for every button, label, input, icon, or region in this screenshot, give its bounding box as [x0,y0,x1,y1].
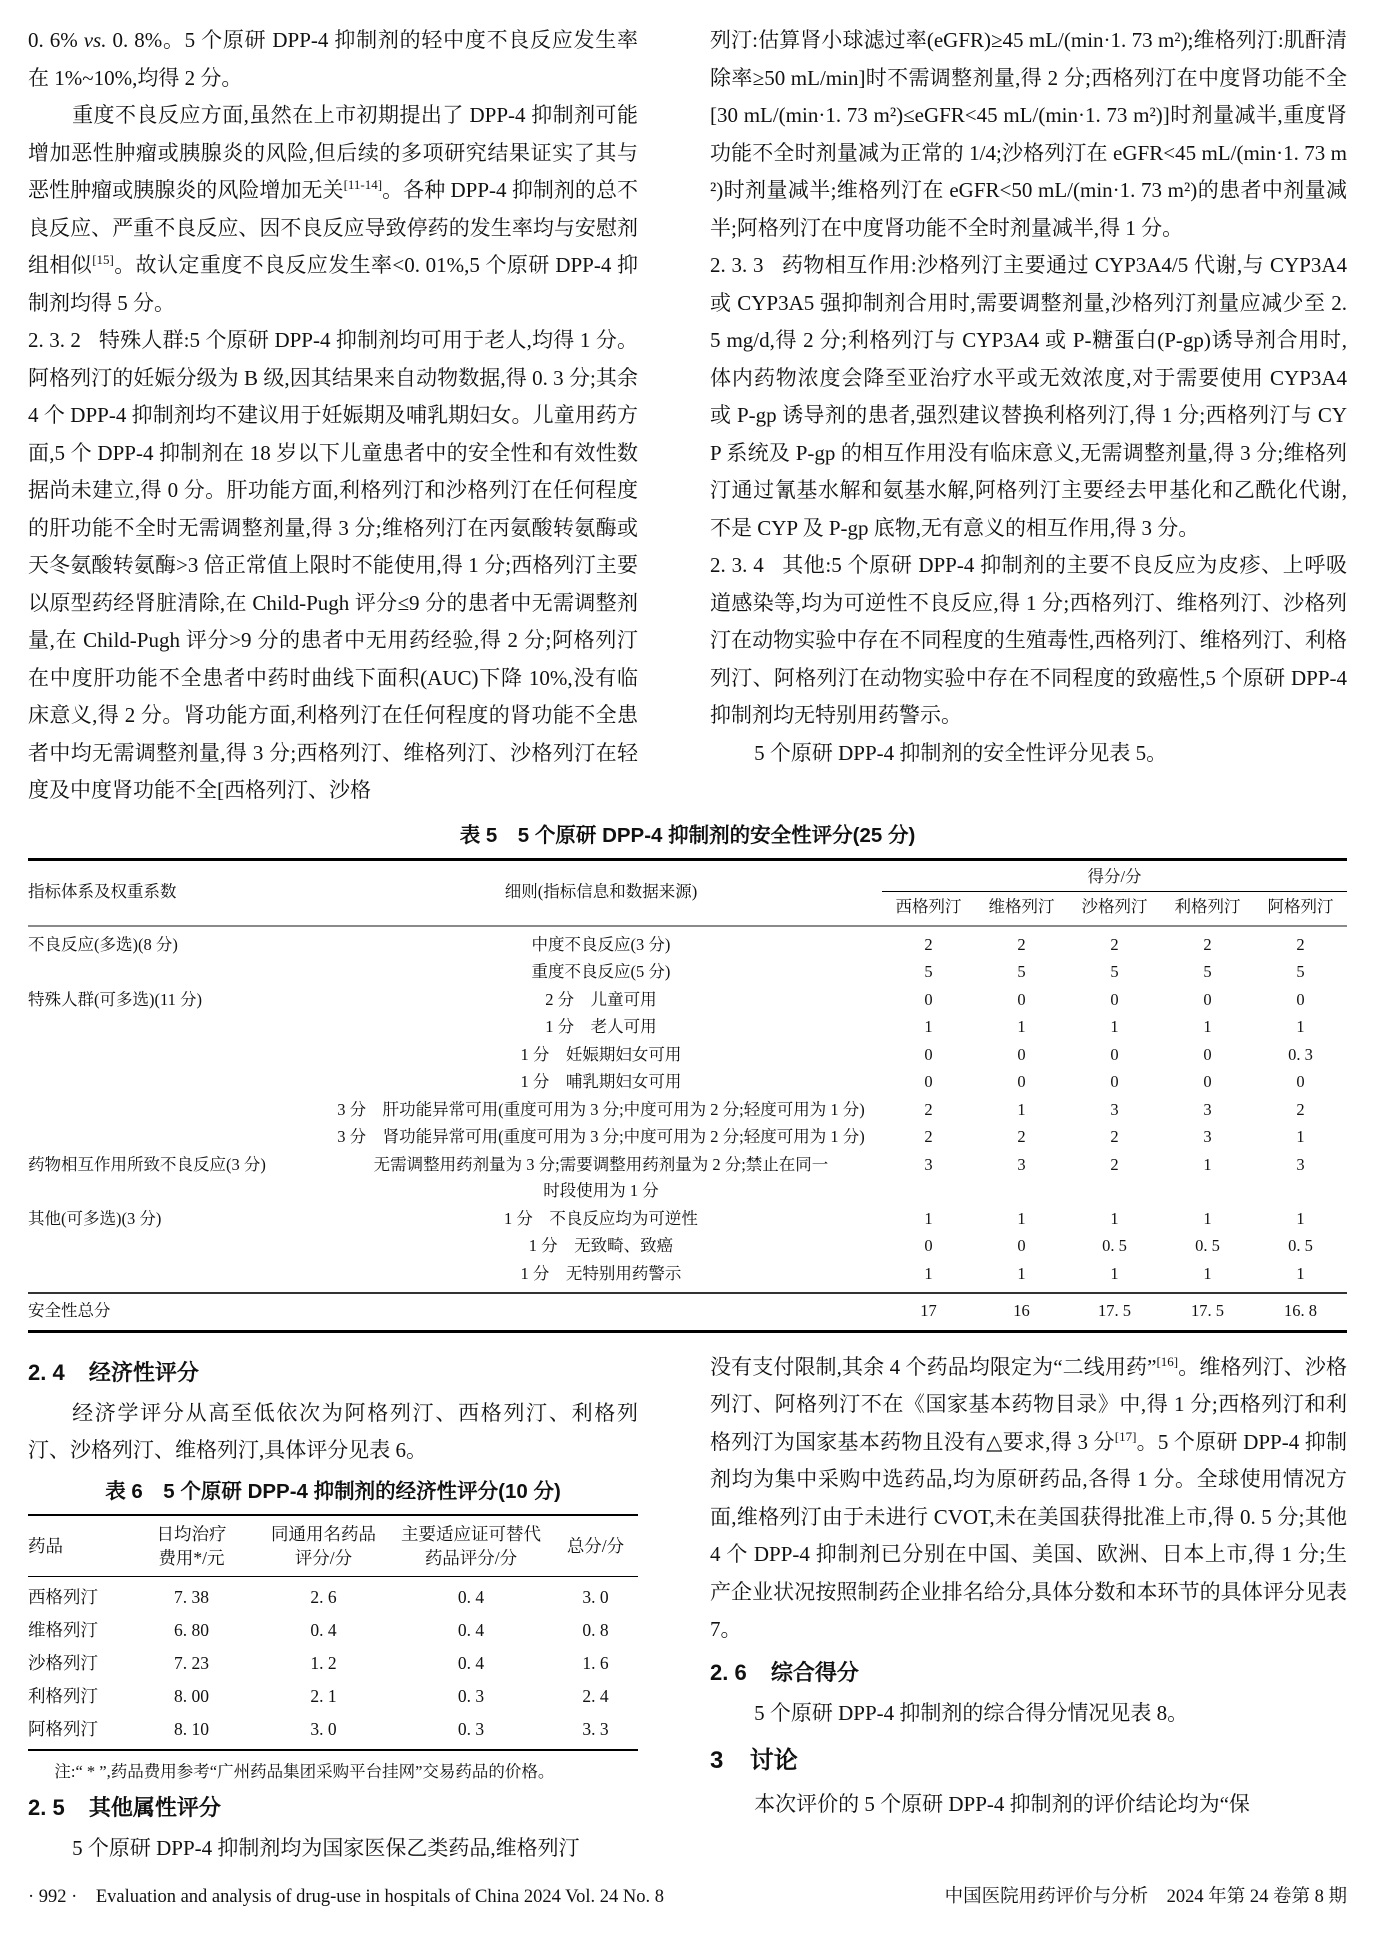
cell-score: 0 [1110,989,1119,1009]
cell-drug: 维格列汀 [28,1619,98,1640]
table5-section [28,822,1347,1333]
cell-score: 2 [1203,934,1212,954]
section-heading-2-5 [28,1793,638,1823]
cell-category [28,1096,320,1124]
header-line: 评分/分 [294,1547,353,1568]
text-run: 本次评价的 5 个原研 DPP-4 抑制剂的评价结论均为“保 [754,1792,1250,1816]
cell-category [28,1014,320,1042]
cell-score: 1 [1110,1208,1119,1228]
cell-score: 5 [924,962,933,981]
cell-score: 0. 3 [1288,1044,1313,1064]
cell-score: 1 [924,1208,933,1228]
table-row [28,1576,638,1613]
paragraph-continuation [28,22,638,97]
cell-score: 0 [1017,1236,1026,1255]
top-right-column [710,22,1347,810]
cell-value: 7. 23 [174,1652,209,1673]
cell-score: 0 [924,1072,933,1091]
table6-economic-scores [28,1514,638,1751]
cell-score: 1 [1110,1017,1119,1036]
cell-value: 0. 4 [457,1619,485,1640]
detail-line-1: 无需调整用药剂量为 3 分;需要调整用药剂量为 2 分;禁止在同一 [373,1154,829,1174]
section-number: 2. 3. 3 [710,253,764,277]
header-line: 总分/分 [566,1535,625,1556]
cell-score: 3 [1110,1099,1119,1119]
cell-score: 2 [1296,934,1305,954]
paragraph [710,1786,1347,1824]
cell-score: 0 [1296,1072,1305,1091]
cell-score: 1 [1203,1017,1212,1036]
cell-category: 药物相互作用所致不良反应(3 分) [28,1154,266,1174]
col-header-drug: 利格列汀 [1161,892,1254,926]
section-number: 3 [710,1747,724,1774]
table-row [28,1069,1347,1097]
cell-score: 1 [1110,1263,1119,1283]
table5-header [28,859,1347,926]
cell-score: 1 [1203,1263,1212,1283]
table-row [28,1260,1347,1293]
cell-score: 1 [924,1017,933,1036]
table6-note: 注:“ * ”,药品费用参考“广州药品集团采购平台挂网”交易药品的价格。 [54,1761,555,1781]
cell-detail: 1 分 妊娠期妇女可用 [520,1044,682,1064]
text-run: 5 个原研 DPP-4 抑制剂均为国家医保乙类药品,维格列汀 [72,1835,580,1860]
col-header-score-group: 得分/分 [882,859,1347,892]
cell-score: 1 [1017,1263,1026,1283]
text-run: 列汀:估算肾小球滤过率(eGFR)≥45 mL/(min·1. 73 m²);维格列汀:肌酐清除率≥50 mL/min]时不需调整剂量,得 2 分;西格列汀在中度肾功能不全[30 mL/(min·1. 73 m²)≤eGFR<45 mL/(min·1. 73 m²)]时剂量减半,重度肾功能不全时剂量减为正常的 1/4;沙格列汀在 eGFR<45 mL/(min·1. 73 m²)时剂量减半;维格列汀在 eGFR<50 mL/(min·1. 73 m²)的患者中剂量减半;阿格列汀在中度肾功能不全时剂量减半,得 1 分。 [710,28,1347,240]
citation-ref: [11-14] [343,177,383,192]
text-run: 重度不良反应方面,虽然在上市初期提出了 DPP-4 抑制剂可能增加恶性肿瘤或胰腺炎的风险,但后续的多项研究结果证实了其与恶性肿瘤或胰腺炎的风险增加无关 [28,103,638,202]
cell-value: 0. 3 [457,1718,485,1739]
paragraph-continuation [710,1349,1347,1649]
footer-left-journal-en: · 992 · Evaluation and analysis of drug-use in hospitals of China 2024 Vol. 24 No. 8 [28,1887,664,1907]
cell-value: 6. 80 [174,1619,209,1640]
table-row [28,1205,1347,1233]
section-title: 综合得分 [770,1659,859,1685]
cell-drug: 阿格列汀 [28,1718,98,1739]
bottom-columns [28,1349,1347,1868]
text-run: 经济学评分从高至低依次为阿格列汀、西格列汀、利格列汀、沙格列汀、维格列汀,具体评分见表 6。 [28,1400,638,1462]
cell-category: 其他(可多选)(3 分) [28,1208,162,1228]
cell-category [28,1233,320,1261]
cell-value: 3. 0 [310,1718,337,1739]
cell-detail: 1 分 哺乳期妇女可用 [520,1072,682,1091]
text-run: 药物相互作用:沙格列汀主要通过 CYP3A4/5 代谢,与 CYP3A4 或 CYP3A5 强抑制剂合用时,需要调整剂量,沙格列汀剂量应减少至 2. 5 mg/d,得 2 分;利格列汀与 CYP3A4 或 P-糖蛋白(P-gp)诱导剂合用时,体内药物浓度会降至亚治疗水平或无效浓度,对于需要使用 CYP3A4 或 P-gp 诱导剂的患者,强烈建议替换利格列汀,得 1 分;西格列汀与 CYP 系统及 P-gp 的相互作用没有临床意义,无需调整剂量,得 3 分;维格列汀通过氰基水解和氨基水解,阿格列汀主要经去甲基化和乙酰化代谢,不是 CYP 及 P-gp 底物,无有意义的相互作用,得 3 分。 [710,253,1348,540]
top-columns [28,22,1347,810]
table-row [28,1646,638,1679]
section-number: 2. 3. 2 [28,328,81,352]
table5-footer [28,1293,1347,1331]
cell-score: 0. 5 [1288,1236,1313,1255]
col-header-drug-name [28,1515,125,1577]
cell-score: 5 [1110,962,1119,981]
cell-score: 1 [1296,1017,1305,1036]
cell-score: 3 [1203,1127,1212,1146]
section-title: 经济性评分 [88,1359,199,1385]
text-run: 。各种 DPP-4 抑制剂的总不良反应、严重不良反应、因不良反应导致停药的发生率均与安慰剂组相似 [28,178,638,277]
cell-score: 1 [924,1263,933,1283]
cell-score: 2 [1110,934,1119,954]
table-row [28,1613,638,1646]
text-run: 0. 8%。5 个原研 DPP-4 抑制剂的轻中度不良反应发生率在 1%~10%,均得 2 分。 [28,28,638,90]
table6-header [28,1515,638,1577]
cell-drug: 沙格列汀 [28,1652,98,1673]
section-number: 2. 3. 4 [710,553,764,577]
cell-detail: 中度不良反应(3 分) [531,934,671,954]
cell-value: 0. 4 [457,1652,485,1673]
cell-value: 0. 3 [457,1685,485,1706]
cell-score: 2 [1017,1127,1026,1146]
cell-score: 5 [1203,962,1212,981]
cell-detail: 2 分 儿童可用 [545,989,657,1009]
text-run: 。5 个原研 DPP-4 抑制剂均为集中采购中选药品,均为原研药品,各得 1 分。全球使用情况方面,维格列汀由于未进行 CVOT,未在美国获得批准上市,得 0. 5 分;其他 4 个 DPP-4 抑制剂已分别在中国、美国、欧洲、日本上市,得 1 分;生产企业状况按照制药企业排名给分,具体分数和本环节的具体评分见表 7。 [710,1429,1347,1641]
text-run: 其他:5 个原研 DPP-4 抑制剂的主要不良反应为皮疹、上呼吸道感染等,均为可逆性不良反应,得 1 分;西格列汀、维格列汀、沙格列汀在动物实验中存在不同程度的生殖毒性,西格列汀、维格列汀、利格列汀、阿格列汀在动物实验中存在不同程度的致癌性,5 个原研 DPP-4 抑制剂均无特别用药警示。 [710,553,1347,727]
cell-score: 0 [1017,989,1026,1009]
cell-score: 2 [1110,1127,1119,1146]
paragraph [710,735,1347,773]
citation-ref: [17] [1114,1428,1137,1444]
cell-value: 2. 6 [310,1586,337,1607]
cell-detail: 重度不良反应(5 分) [531,962,671,981]
cell-drug: 西格列汀 [28,1586,98,1607]
section-number: 2. 4 [28,1359,65,1385]
cell-detail: 3 分 肾功能异常可用(重度可用为 3 分;中度可用为 2 分;轻度可用为 1 分) [337,1127,865,1146]
cell-score: 0. 5 [1102,1236,1127,1255]
citation-ref: [16] [1156,1353,1179,1369]
header-line: 日均治疗 [156,1523,227,1544]
col-header-substitute-score [389,1515,553,1577]
section-paragraph-2-3-2 [28,322,638,810]
cell-value: 0. 4 [457,1586,485,1607]
table6-body [28,1576,638,1750]
col-header-drug: 沙格列汀 [1068,892,1161,926]
table-row [28,926,1347,959]
header-line: 同通用名药品 [271,1523,376,1544]
section-title: 讨论 [749,1747,798,1774]
total-label: 安全性总分 [28,1293,882,1331]
section-heading-3 [710,1744,1347,1778]
citation-ref: [15] [92,252,114,267]
cell-value: 3. 3 [582,1718,609,1739]
col-header-total-score [553,1515,638,1577]
cell-detail: 1 分 无致畸、致癌 [528,1236,674,1255]
cell-score: 1 [1296,1208,1305,1228]
table-row [28,1014,1347,1042]
cell-value: 3. 0 [582,1586,609,1607]
col-header-same-generic-score [258,1515,389,1577]
total-score: 17 [882,1293,975,1331]
cell-score: 1 [1296,1127,1305,1146]
cell-value: 2. 1 [310,1685,337,1706]
cell-score: 0 [1203,1044,1212,1064]
cell-score: 0 [1296,989,1305,1009]
total-score: 16. 8 [1254,1293,1347,1331]
cell-detail: 1 分 老人可用 [545,1017,657,1036]
cell-detail: 1 分 无特别用药警示 [520,1263,682,1283]
cell-score: 2 [924,1099,933,1119]
cell-score: 0. 5 [1195,1236,1220,1255]
cell-score: 2 [1017,934,1026,954]
cell-category [28,1069,320,1097]
section-number: 2. 5 [28,1794,65,1820]
cell-category [28,1041,320,1069]
table5-body [28,926,1347,1294]
cell-score: 0 [1110,1072,1119,1091]
cell-score: 2 [924,1127,933,1146]
section-paragraph-2-3-3 [710,247,1347,547]
table-row [28,1041,1347,1069]
table-row [28,1124,1347,1152]
table-row [28,1712,638,1750]
col-header-indicator-system: 指标体系及权重系数 [28,859,320,926]
text-run: 5 个原研 DPP-4 抑制剂的安全性评分见表 5。 [754,740,1168,765]
cell-score: 5 [1017,962,1026,981]
cell-detail: 3 分 肝功能异常可用(重度可用为 3 分;中度可用为 2 分;轻度可用为 1 分) [337,1099,865,1119]
table-row [28,1151,1347,1205]
cell-score: 0 [1203,989,1212,1009]
paragraph-continuation [710,22,1347,247]
cell-score: 2 [1110,1154,1119,1174]
cell-score: 1 [1017,1017,1026,1036]
col-header-drug: 西格列汀 [882,892,975,926]
cell-category: 特殊人群(可多选)(11 分) [28,989,202,1009]
col-header-daily-cost [125,1515,258,1577]
cell-score: 1 [1296,1263,1305,1283]
col-header-drug: 阿格列汀 [1254,892,1347,926]
cell-score: 1 [1017,1208,1026,1228]
cell-category [28,1124,320,1152]
text-run: 。维格列汀、沙格列汀、阿格列汀不在《国家基本药物目录》中,得 1 分;西格列汀和利格列汀为国家基本药物且没有△要求,得 3 分 [710,1354,1348,1454]
cell-score: 0 [924,1044,933,1064]
table-row [28,1096,1347,1124]
table6-header-row [28,1515,638,1577]
top-left-column [28,22,638,810]
paragraph [28,97,638,322]
cell-score: 0 [1203,1072,1212,1091]
section-number: 2. 6 [710,1659,747,1685]
cell-category: 不良反应(多选)(8 分) [28,934,178,954]
section-heading-2-4 [28,1358,638,1388]
footer-right-journal-cn: 中国医院用药评价与分析 2024 年第 24 卷第 8 期 [944,1887,1347,1907]
header-line: 药品评分/分 [424,1547,518,1568]
table5-safety-scores [28,858,1347,1333]
cell-drug: 利格列汀 [28,1685,98,1706]
col-header-criteria: 细则(指标信息和数据来源) [320,859,882,926]
cell-score: 1 [1017,1099,1026,1119]
bottom-left-column [28,1349,638,1868]
table-row [28,1679,638,1712]
col-header-drug: 维格列汀 [975,892,1068,926]
cell-score: 0 [1017,1044,1026,1064]
cell-score: 3 [1203,1099,1212,1119]
table-row [28,959,1347,987]
header-line: 药品 [28,1535,63,1556]
cell-category [28,1260,320,1293]
table5-caption: 表 5 5 个原研 DPP-4 抑制剂的安全性评分(25 分) [459,823,916,847]
table-row [28,1233,1347,1261]
cell-value: 8. 10 [174,1718,209,1739]
detail-line-2: 时段使用为 1 分 [543,1181,659,1200]
table5-header-row-1 [28,859,1347,892]
text-run-italic: vs. [83,28,107,52]
cell-score: 0 [1017,1072,1026,1091]
cell-category [28,959,320,987]
table5-total-row [28,1293,1347,1331]
page-footer [28,1882,1347,1908]
table-row [28,986,1347,1014]
text-run: 0. 6% [28,28,84,52]
cell-value: 1. 6 [582,1652,609,1673]
cell-score: 0 [924,1236,933,1255]
cell-score: 3 [1296,1154,1305,1174]
cell-detail [320,1151,882,1205]
cell-score: 0 [924,989,933,1009]
paragraph [710,1695,1347,1733]
text-run: 。故认定重度不良反应发生率<0. 01%,5 个原研 DPP-4 抑制剂均得 5 分。 [28,253,638,315]
cell-value: 7. 38 [174,1586,209,1607]
cell-value: 1. 2 [310,1652,337,1673]
section-paragraph-2-3-4 [710,547,1347,735]
header-line: 主要适应证可替代 [401,1523,541,1544]
table6-caption: 表 6 5 个原研 DPP-4 抑制剂的经济性评分(10 分) [105,1479,561,1503]
text-run: 没有支付限制,其余 4 个药品均限定为“二线用药” [710,1354,1157,1379]
cell-detail: 1 分 不良反应均为可逆性 [504,1208,698,1228]
cell-value: 0. 4 [310,1619,337,1640]
cell-value: 2. 4 [582,1685,609,1706]
cell-score: 1 [1203,1208,1212,1228]
total-score: 17. 5 [1161,1293,1254,1331]
paragraph [28,1830,638,1868]
cell-value: 8. 00 [174,1685,209,1706]
cell-score: 2 [924,934,933,954]
section-heading-2-6 [710,1658,1347,1688]
text-run: 5 个原研 DPP-4 抑制剂的综合得分情况见表 8。 [754,1700,1189,1725]
cell-score: 0 [1110,1044,1119,1064]
text-run: 特殊人群:5 个原研 DPP-4 抑制剂均可用于老人,均得 1 分。阿格列汀的妊娠分级为 B 级,因其结果来自动物数据,得 0. 3 分;其余 4 个 DPP-4 抑制剂均不建议用于妊娠期及哺乳期妇女。儿童用药方面,5 个 DPP-4 抑制剂在 18 岁以下儿童患者中的安全性和有效性数据尚未建立,得 0 分。肝功能方面,利格列汀和沙格列汀在任何程度的肝功能不全时无需调整剂量,得 3 分;维格列汀在丙氨酸转氨酶或天冬氨酸转氨酶>3 倍正常值上限时不能使用,得 1 分;西格列汀主要以原型药经肾脏清除,在 Child-Pugh 评分≤9 分的患者中无需调整剂量,在 Child-Pugh 评分>9 分的患者中无用药经验,得 2 分;阿格列汀在中度肝功能不全患者中药时曲线下面积(AUC)下降 10%,没有临床意义,得 2 分。肾功能方面,利格列汀在任何程度的肾功能不全患者中均无需调整剂量,得 3 分;西格列汀、维格列汀、沙格列汀在轻度及中度肾功能不全[西格列汀、沙格 [28,328,639,802]
section-title: 其他属性评分 [88,1794,221,1820]
cell-score: 1 [1203,1154,1212,1174]
cell-score: 3 [1017,1154,1026,1174]
cell-value: 0. 8 [582,1619,609,1640]
total-score: 17. 5 [1068,1293,1161,1331]
paragraph [28,1395,638,1470]
total-score: 16 [975,1293,1068,1331]
cell-score: 3 [924,1154,933,1174]
cell-score: 5 [1296,962,1305,981]
header-line: 费用*/元 [158,1547,225,1568]
cell-score: 2 [1296,1099,1305,1119]
bottom-right-column [710,1349,1347,1868]
